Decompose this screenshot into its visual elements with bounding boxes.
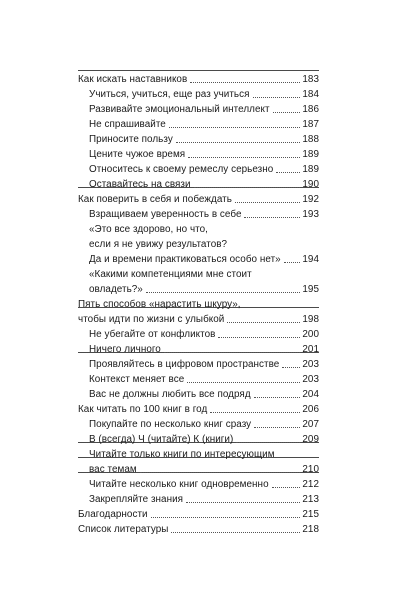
page-number: 203 bbox=[302, 374, 319, 386]
toc-entry: В (всегда) Ч (читайте) К (книги) bbox=[89, 434, 234, 446]
page-number: 206 bbox=[302, 404, 319, 416]
toc-entry: Пять способов «нарастить шкуру», bbox=[78, 299, 241, 311]
dot-leader bbox=[186, 502, 300, 503]
toc-entry: Покупайте по несколько книг сразу bbox=[89, 419, 252, 431]
toc-row bbox=[89, 85, 319, 100]
toc-entry: Да и времени практиковаться особо нет» bbox=[89, 254, 281, 266]
dot-leader bbox=[188, 157, 300, 158]
page-number: 193 bbox=[302, 209, 319, 221]
toc-entry: чтобы идти по жизни с улыбкой bbox=[78, 314, 225, 326]
dot-leader bbox=[171, 532, 300, 533]
toc-row bbox=[78, 295, 319, 310]
toc-row bbox=[89, 115, 319, 130]
toc-row bbox=[89, 340, 319, 355]
page-number: 183 bbox=[302, 74, 319, 86]
toc-entry: если я не увижу результатов? bbox=[89, 239, 228, 251]
page-number: 189 bbox=[302, 149, 319, 161]
toc-row bbox=[89, 175, 319, 190]
toc-row bbox=[89, 430, 319, 445]
toc-row bbox=[89, 325, 319, 340]
toc-row bbox=[89, 475, 319, 490]
page-number: 194 bbox=[302, 254, 319, 266]
page-number: 210 bbox=[302, 464, 319, 476]
dot-leader bbox=[282, 367, 300, 368]
dot-leader bbox=[140, 472, 301, 473]
page-number: 200 bbox=[302, 329, 319, 341]
toc-row bbox=[89, 490, 319, 505]
toc-entry: Проявляйтесь в цифровом пространстве bbox=[89, 359, 280, 371]
page-number: 186 bbox=[302, 104, 319, 116]
dot-leader bbox=[210, 412, 300, 413]
toc-row bbox=[89, 205, 319, 220]
dot-leader bbox=[284, 262, 301, 263]
dot-leader bbox=[151, 517, 301, 518]
page-number: 212 bbox=[302, 479, 319, 491]
toc-row bbox=[89, 250, 319, 265]
toc-row bbox=[89, 100, 319, 115]
dot-leader bbox=[164, 352, 301, 353]
toc-entry: Не спрашивайте bbox=[89, 119, 166, 131]
dot-leader bbox=[146, 292, 301, 293]
page-number: 190 bbox=[302, 179, 319, 191]
page-number: 198 bbox=[302, 314, 319, 326]
dot-leader bbox=[254, 397, 301, 398]
toc-entry: Взращиваем уверенность в себе bbox=[89, 209, 242, 221]
toc-row bbox=[89, 220, 319, 235]
toc-entry: Контекст меняет все bbox=[89, 374, 185, 386]
dot-leader bbox=[187, 382, 300, 383]
toc-entry: Список литературы bbox=[78, 524, 169, 536]
toc-row bbox=[89, 355, 319, 370]
toc-entry: Оставайтесь на связи bbox=[89, 179, 191, 191]
dot-leader bbox=[169, 127, 301, 128]
toc-row bbox=[89, 415, 319, 430]
toc-entry: «Это все здорово, но что, bbox=[89, 224, 208, 236]
toc-entry: вас темам bbox=[89, 464, 137, 476]
toc-row bbox=[78, 400, 319, 415]
toc-entry: Как искать наставников bbox=[78, 74, 188, 86]
dot-leader bbox=[176, 142, 301, 143]
toc-entry: «Какими компетенциями мне стоит bbox=[89, 269, 252, 281]
dot-leader bbox=[235, 202, 300, 203]
dot-leader bbox=[194, 187, 301, 188]
toc-entry: Благодарности bbox=[78, 509, 148, 521]
toc-entry: Как поверить в себя и побеждать bbox=[78, 194, 232, 206]
page-number: 218 bbox=[302, 524, 319, 536]
toc-row bbox=[78, 505, 319, 520]
page-number: 189 bbox=[302, 164, 319, 176]
toc-row bbox=[78, 190, 319, 205]
toc-row bbox=[89, 460, 319, 475]
dot-leader bbox=[236, 442, 300, 443]
toc-row bbox=[78, 310, 319, 325]
page-number: 188 bbox=[302, 134, 319, 146]
dot-leader bbox=[190, 82, 300, 83]
toc-entry: Развивайте эмоциональный интеллект bbox=[89, 104, 270, 116]
toc-entry: Цените чужое время bbox=[89, 149, 186, 161]
page-number: 215 bbox=[302, 509, 319, 521]
toc-entry: Приносите пользу bbox=[89, 134, 173, 146]
dot-leader bbox=[276, 172, 300, 173]
toc-entry: Учиться, учиться, еще раз учиться bbox=[89, 89, 250, 101]
dot-leader bbox=[227, 322, 300, 323]
dot-leader bbox=[253, 97, 301, 98]
page-number: 201 bbox=[302, 344, 319, 356]
page-number: 204 bbox=[302, 389, 319, 401]
page-number: 192 bbox=[302, 194, 319, 206]
toc-entry: овладеть?» bbox=[89, 284, 143, 296]
toc-row bbox=[89, 385, 319, 400]
page-number: 195 bbox=[302, 284, 319, 296]
page-number: 203 bbox=[302, 359, 319, 371]
toc-entry: Читайте несколько книг одновременно bbox=[89, 479, 269, 491]
toc-row bbox=[89, 160, 319, 175]
toc-row bbox=[89, 280, 319, 295]
toc-row bbox=[89, 130, 319, 145]
toc-entry: Относитесь к своему ремеслу серьезно bbox=[89, 164, 274, 176]
toc-row bbox=[89, 235, 319, 250]
toc-entry: Закрепляйте знания bbox=[89, 494, 184, 506]
dot-leader bbox=[244, 217, 300, 218]
toc-row bbox=[78, 520, 319, 535]
toc-row bbox=[78, 70, 319, 85]
toc-entry: Ничего личного bbox=[89, 344, 161, 356]
toc-row bbox=[89, 265, 319, 280]
toc-entry: Читайте только книги по интересующим bbox=[89, 449, 275, 461]
dot-leader bbox=[273, 112, 301, 113]
toc-entry: Не убегайте от конфликтов bbox=[89, 329, 216, 341]
page-number: 187 bbox=[302, 119, 319, 131]
toc-entry: Вас не должны любить все подряд bbox=[89, 389, 251, 401]
toc-row bbox=[89, 145, 319, 160]
page-number: 213 bbox=[302, 494, 319, 506]
toc-entry: Как читать по 100 книг в год bbox=[78, 404, 208, 416]
dot-leader bbox=[218, 337, 300, 338]
page-number: 184 bbox=[302, 89, 319, 101]
toc-row bbox=[89, 445, 319, 460]
page-number: 209 bbox=[302, 434, 319, 446]
page-number: 207 bbox=[302, 419, 319, 431]
toc-row bbox=[89, 370, 319, 385]
dot-leader bbox=[272, 487, 301, 488]
dot-leader bbox=[254, 427, 300, 428]
